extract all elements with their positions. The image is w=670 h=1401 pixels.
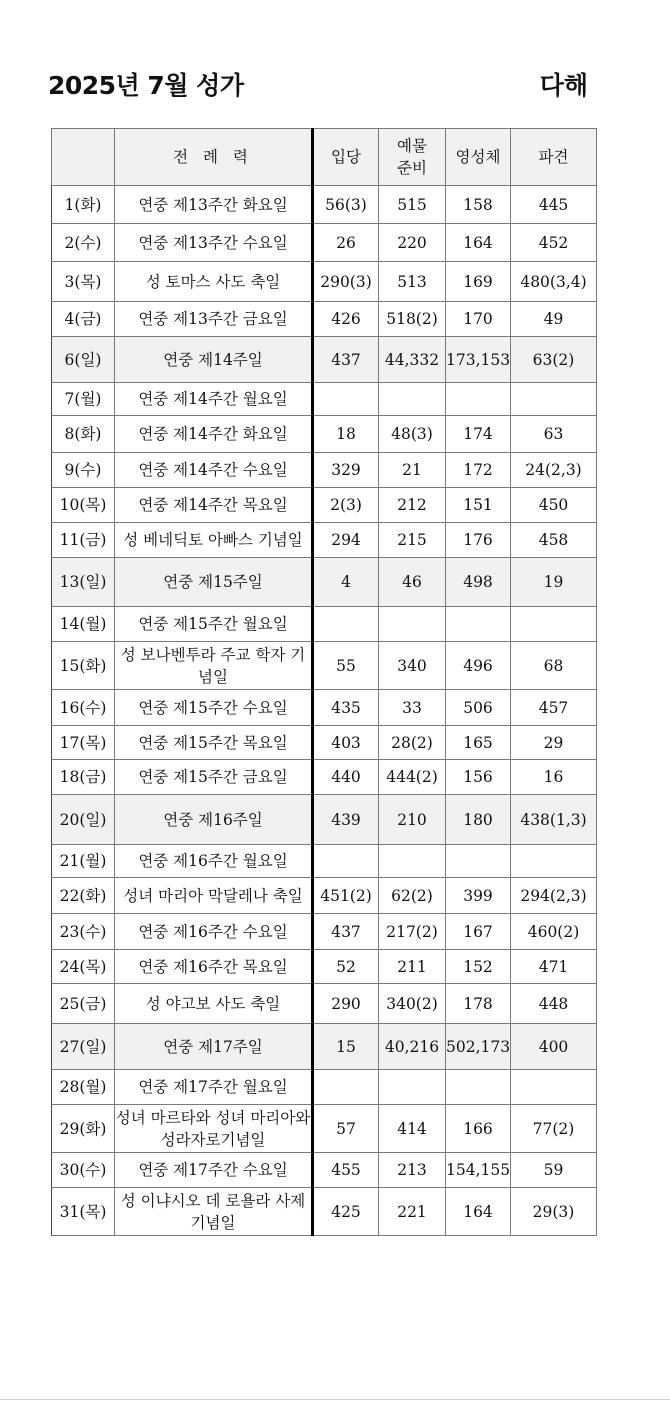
cell-dismissal: 29 (511, 726, 597, 760)
cell-offertory: 215 (379, 523, 446, 558)
cell-dismissal: 480(3,4) (511, 262, 597, 302)
cell-date: 30(수) (52, 1153, 115, 1188)
cell-communion: 164 (446, 1188, 511, 1236)
cell-date: 1(화) (52, 186, 115, 224)
table-row (52, 488, 597, 523)
cell-dismissal: 294(2,3) (511, 878, 597, 914)
cell-liturgy: 연중 제17주일 (115, 1024, 313, 1070)
cell-dismissal (511, 1070, 597, 1105)
cell-entrance: 437 (313, 337, 379, 383)
cell-entrance: 57 (313, 1105, 379, 1153)
table-row (52, 760, 597, 795)
cell-offertory: 518(2) (379, 302, 446, 337)
cell-dismissal: 457 (511, 690, 597, 726)
cell-communion: 502,173 (446, 1024, 511, 1070)
cell-entrance: 329 (313, 453, 379, 488)
cell-dismissal: 16 (511, 760, 597, 795)
cell-date: 6(일) (52, 337, 115, 383)
cell-liturgy: 성녀 마리아 막달레나 축일 (115, 878, 313, 914)
table-row (52, 845, 597, 878)
cell-entrance: 18 (313, 416, 379, 453)
cell-liturgy: 연중 제14주일 (115, 337, 313, 383)
header-liturgical-calendar: 전 례 력 (115, 129, 313, 186)
table-row (52, 224, 597, 262)
cell-liturgy: 연중 제15주간 목요일 (115, 726, 313, 760)
cell-dismissal: 438(1,3) (511, 795, 597, 845)
cell-dismissal: 452 (511, 224, 597, 262)
cell-liturgy: 연중 제16주간 수요일 (115, 914, 313, 950)
table-row (52, 984, 597, 1024)
cell-offertory: 44,332 (379, 337, 446, 383)
cell-entrance: 451(2) (313, 878, 379, 914)
table-row (52, 726, 597, 760)
cell-communion: 176 (446, 523, 511, 558)
cell-entrance: 52 (313, 950, 379, 984)
table-row (52, 523, 597, 558)
cell-liturgy: 성 토마스 사도 축일 (115, 262, 313, 302)
cell-offertory: 211 (379, 950, 446, 984)
cell-offertory (379, 607, 446, 642)
cell-entrance: 455 (313, 1153, 379, 1188)
cell-entrance: 290(3) (313, 262, 379, 302)
table-row (52, 302, 597, 337)
cell-offertory: 340(2) (379, 984, 446, 1024)
cell-entrance (313, 1070, 379, 1105)
cell-dismissal: 19 (511, 558, 597, 607)
table-row (52, 1188, 597, 1236)
cell-date: 20(일) (52, 795, 115, 845)
cell-liturgy: 연중 제13주간 금요일 (115, 302, 313, 337)
cell-dismissal: 448 (511, 984, 597, 1024)
cell-offertory: 515 (379, 186, 446, 224)
cell-offertory: 217(2) (379, 914, 446, 950)
cell-entrance (313, 845, 379, 878)
cell-offertory: 340 (379, 642, 446, 690)
table-row (52, 186, 597, 224)
cell-date: 29(화) (52, 1105, 115, 1153)
table-row (52, 642, 597, 690)
cell-entrance: 440 (313, 760, 379, 795)
cell-offertory: 212 (379, 488, 446, 523)
cell-dismissal: 471 (511, 950, 597, 984)
cell-communion: 180 (446, 795, 511, 845)
cell-liturgy: 연중 제14주간 월요일 (115, 383, 313, 416)
cell-communion (446, 845, 511, 878)
cell-communion: 496 (446, 642, 511, 690)
cell-liturgy: 연중 제13주간 화요일 (115, 186, 313, 224)
cell-liturgy: 연중 제14주간 목요일 (115, 488, 313, 523)
author-name: 다해 (539, 71, 588, 100)
cell-date: 27(일) (52, 1024, 115, 1070)
table-row (52, 558, 597, 607)
cell-entrance: 439 (313, 795, 379, 845)
cell-communion: 152 (446, 950, 511, 984)
cell-communion: 172 (446, 453, 511, 488)
cell-entrance: 4 (313, 558, 379, 607)
cell-date: 2(수) (52, 224, 115, 262)
cell-date: 7(월) (52, 383, 115, 416)
cell-communion: 165 (446, 726, 511, 760)
cell-date: 25(금) (52, 984, 115, 1024)
table-row (52, 690, 597, 726)
cell-date: 3(목) (52, 262, 115, 302)
cell-date: 18(금) (52, 760, 115, 795)
cell-entrance (313, 607, 379, 642)
table-row (52, 1024, 597, 1070)
cell-liturgy: 성 베네딕토 아빠스 기념일 (115, 523, 313, 558)
cell-offertory: 221 (379, 1188, 446, 1236)
cell-dismissal: 458 (511, 523, 597, 558)
cell-dismissal: 68 (511, 642, 597, 690)
cell-entrance: 55 (313, 642, 379, 690)
table-row (52, 795, 597, 845)
cell-entrance: 2(3) (313, 488, 379, 523)
cell-liturgy: 성 야고보 사도 축일 (115, 984, 313, 1024)
cell-communion: 164 (446, 224, 511, 262)
cell-date: 10(목) (52, 488, 115, 523)
cell-dismissal: 460(2) (511, 914, 597, 950)
cell-dismissal: 29(3) (511, 1188, 597, 1236)
cell-date: 23(수) (52, 914, 115, 950)
cell-communion: 167 (446, 914, 511, 950)
cell-liturgy: 연중 제16주일 (115, 795, 313, 845)
cell-liturgy: 연중 제13주간 수요일 (115, 224, 313, 262)
cell-date: 17(목) (52, 726, 115, 760)
cell-communion: 166 (446, 1105, 511, 1153)
table-row (52, 1070, 597, 1105)
cell-date: 4(금) (52, 302, 115, 337)
cell-dismissal: 24(2,3) (511, 453, 597, 488)
cell-dismissal (511, 383, 597, 416)
cell-offertory: 48(3) (379, 416, 446, 453)
cell-entrance: 435 (313, 690, 379, 726)
cell-dismissal: 450 (511, 488, 597, 523)
cell-dismissal: 59 (511, 1153, 597, 1188)
table-row (52, 878, 597, 914)
cell-liturgy: 연중 제15주간 월요일 (115, 607, 313, 642)
cell-communion (446, 1070, 511, 1105)
cell-dismissal: 63(2) (511, 337, 597, 383)
cell-offertory: 28(2) (379, 726, 446, 760)
cell-dismissal: 63 (511, 416, 597, 453)
cell-liturgy: 연중 제16주간 목요일 (115, 950, 313, 984)
header-dismissal: 파견 (511, 129, 597, 186)
table-row (52, 1153, 597, 1188)
cell-liturgy: 연중 제16주간 월요일 (115, 845, 313, 878)
cell-liturgy: 성 이냐시오 데 로욜라 사제 기념일 (115, 1188, 313, 1236)
cell-date: 15(화) (52, 642, 115, 690)
cell-date: 8(화) (52, 416, 115, 453)
cell-entrance: 294 (313, 523, 379, 558)
cell-communion: 158 (446, 186, 511, 224)
cell-communion: 156 (446, 760, 511, 795)
table-row (52, 383, 597, 416)
cell-date: 16(수) (52, 690, 115, 726)
cell-entrance: 403 (313, 726, 379, 760)
page-title: 2025년 7월 성가 (48, 71, 244, 100)
cell-offertory: 40,216 (379, 1024, 446, 1070)
cell-entrance: 15 (313, 1024, 379, 1070)
cell-date: 13(일) (52, 558, 115, 607)
cell-entrance: 425 (313, 1188, 379, 1236)
cell-offertory: 62(2) (379, 878, 446, 914)
cell-communion (446, 383, 511, 416)
table-row (52, 262, 597, 302)
cell-liturgy: 연중 제17주간 수요일 (115, 1153, 313, 1188)
cell-liturgy: 연중 제15주간 금요일 (115, 760, 313, 795)
cell-liturgy: 연중 제15주간 수요일 (115, 690, 313, 726)
header-entrance: 입당 (313, 129, 379, 186)
cell-liturgy: 연중 제17주간 월요일 (115, 1070, 313, 1105)
cell-communion: 178 (446, 984, 511, 1024)
table-row (52, 950, 597, 984)
cell-date: 21(월) (52, 845, 115, 878)
cell-offertory: 210 (379, 795, 446, 845)
cell-liturgy: 연중 제15주일 (115, 558, 313, 607)
cell-date: 11(금) (52, 523, 115, 558)
table-row (52, 337, 597, 383)
cell-offertory: 21 (379, 453, 446, 488)
header-communion: 영성체 (446, 129, 511, 186)
cell-communion: 174 (446, 416, 511, 453)
cell-offertory (379, 1070, 446, 1105)
cell-offertory: 220 (379, 224, 446, 262)
cell-dismissal: 77(2) (511, 1105, 597, 1153)
cell-communion: 506 (446, 690, 511, 726)
cell-communion (446, 607, 511, 642)
cell-liturgy: 성녀 마르타와 성녀 마리아와 성라자로기념일 (115, 1105, 313, 1153)
header-offertory: 예물 준비 (379, 129, 446, 186)
cell-entrance (313, 383, 379, 416)
table-row (52, 914, 597, 950)
cell-entrance: 426 (313, 302, 379, 337)
cell-date: 31(목) (52, 1188, 115, 1236)
cell-liturgy: 연중 제14주간 화요일 (115, 416, 313, 453)
cell-offertory: 414 (379, 1105, 446, 1153)
cell-date: 9(수) (52, 453, 115, 488)
cell-communion: 498 (446, 558, 511, 607)
table-row (52, 1105, 597, 1153)
cell-entrance: 56(3) (313, 186, 379, 224)
cell-offertory: 513 (379, 262, 446, 302)
cell-entrance: 437 (313, 914, 379, 950)
table-row (52, 453, 597, 488)
cell-communion: 154,155 (446, 1153, 511, 1188)
cell-offertory: 213 (379, 1153, 446, 1188)
cell-dismissal (511, 607, 597, 642)
cell-entrance: 26 (313, 224, 379, 262)
table-row (52, 607, 597, 642)
hymn-schedule-table (51, 128, 597, 1236)
cell-communion: 151 (446, 488, 511, 523)
header-date (52, 129, 115, 186)
cell-date: 14(월) (52, 607, 115, 642)
table-row (52, 416, 597, 453)
cell-offertory (379, 845, 446, 878)
cell-communion: 173,153 (446, 337, 511, 383)
cell-dismissal: 445 (511, 186, 597, 224)
cell-offertory: 46 (379, 558, 446, 607)
cell-communion: 169 (446, 262, 511, 302)
cell-communion: 399 (446, 878, 511, 914)
cell-liturgy: 연중 제14주간 수요일 (115, 453, 313, 488)
cell-offertory: 33 (379, 690, 446, 726)
cell-liturgy: 성 보나벤투라 주교 학자 기념일 (115, 642, 313, 690)
cell-communion: 170 (446, 302, 511, 337)
cell-dismissal (511, 845, 597, 878)
cell-entrance: 290 (313, 984, 379, 1024)
cell-offertory: 444(2) (379, 760, 446, 795)
cell-dismissal: 49 (511, 302, 597, 337)
cell-offertory (379, 383, 446, 416)
cell-dismissal: 400 (511, 1024, 597, 1070)
cell-date: 24(목) (52, 950, 115, 984)
page-bottom-divider (0, 1399, 670, 1400)
cell-date: 22(화) (52, 878, 115, 914)
table-header-row (52, 129, 597, 186)
cell-date: 28(월) (52, 1070, 115, 1105)
